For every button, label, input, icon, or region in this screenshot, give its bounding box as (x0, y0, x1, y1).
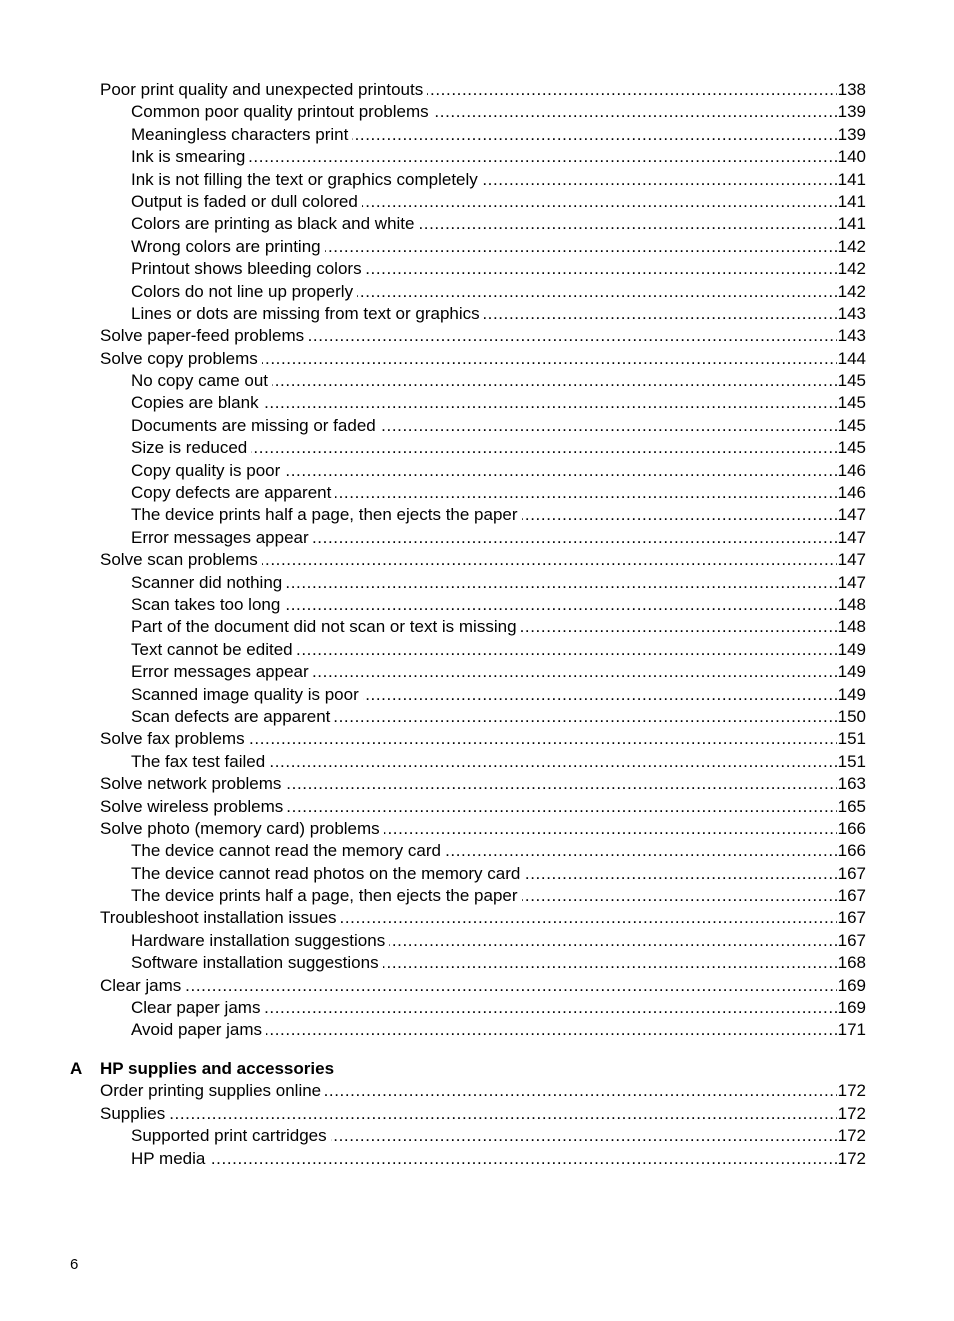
toc-entry-section[interactable] (100, 549, 866, 571)
toc-entry-subsection[interactable] (131, 751, 866, 773)
toc-entry-title: Colors are printing as black and white (131, 213, 418, 235)
toc-entry-page-number: 140 (837, 146, 866, 168)
toc-entry-title: Scanner did nothing (131, 572, 286, 594)
toc-entry-title: The fax test failed (131, 751, 269, 773)
toc-entry-title: Hardware installation suggestions (131, 930, 389, 952)
toc-entry-title: Error messages appear (131, 527, 313, 549)
toc-entry-title: Scan defects are apparent (131, 706, 334, 728)
toc-entry-title: Order printing supplies online (100, 1080, 325, 1102)
toc-entry-subsection[interactable] (131, 482, 866, 504)
toc-entry-page-number: 150 (837, 706, 866, 728)
toc-entry-page-number: 166 (837, 840, 866, 862)
appendix-title: HP supplies and accessories (100, 1059, 335, 1078)
toc-entry-subsection[interactable] (131, 639, 866, 661)
toc-entry-page-number: 165 (837, 796, 866, 818)
toc-entry-page-number: 139 (837, 124, 866, 146)
toc-entry-title: Size is reduced (131, 437, 251, 459)
toc-entry-subsection[interactable] (131, 392, 866, 414)
toc-entry-page-number: 139 (837, 101, 866, 123)
toc-entry-subsection[interactable] (131, 684, 866, 706)
toc-entry-section[interactable] (100, 907, 866, 929)
toc-entry-title: Solve fax problems (100, 728, 249, 750)
toc-entry-page-number: 147 (837, 572, 866, 594)
toc-entry-page-number: 149 (837, 684, 866, 706)
toc-entry-section[interactable] (100, 975, 866, 997)
toc-entry-title: Colors do not line up properly (131, 281, 357, 303)
toc-main-section (0, 79, 954, 1042)
toc-entry-page-number: 143 (837, 325, 866, 347)
toc-entry-subsection[interactable] (131, 437, 866, 459)
page-number: 6 (70, 1256, 79, 1273)
dot-leader (100, 1103, 866, 1125)
toc-entry-title: Troubleshoot installation issues (100, 907, 341, 929)
toc-entry-title: Wrong colors are printing (131, 236, 325, 258)
toc-entry-subsection[interactable] (131, 1125, 866, 1147)
toc-entry-page-number: 163 (837, 773, 866, 795)
toc-entry-title: Solve photo (memory card) problems (100, 818, 384, 840)
toc-entry-title: Solve scan problems (100, 549, 262, 571)
toc-entry-page-number: 147 (837, 549, 866, 571)
toc-entry-section[interactable] (100, 79, 866, 101)
toc-entry-subsection[interactable] (131, 885, 866, 907)
toc-entry-section[interactable] (100, 348, 866, 370)
appendix-entries (0, 1080, 954, 1170)
toc-entry-page-number: 172 (837, 1125, 866, 1147)
toc-entry-title: Output is faded or dull colored (131, 191, 362, 213)
toc-entry-section[interactable] (100, 818, 866, 840)
appendix-heading (0, 1058, 954, 1080)
toc-entry-title: Software installation suggestions (131, 952, 383, 974)
toc-entry-section[interactable] (100, 1080, 866, 1102)
toc-entry-subsection[interactable] (131, 191, 866, 213)
toc-entry-page-number: 149 (837, 639, 866, 661)
toc-entry-page-number: 169 (837, 997, 866, 1019)
toc-entry-subsection[interactable] (131, 281, 866, 303)
toc-entry-title: Avoid paper jams (131, 1019, 266, 1041)
toc-entry-page-number: 143 (837, 303, 866, 325)
toc-entry-page-number: 172 (837, 1148, 866, 1170)
toc-entry-subsection[interactable] (131, 527, 866, 549)
toc-entry-title: Clear paper jams (131, 997, 264, 1019)
toc-entry-page-number: 145 (837, 415, 866, 437)
toc-entry-subsection[interactable] (131, 572, 866, 594)
toc-entry-subsection[interactable] (131, 952, 866, 974)
toc-entry-page-number: 145 (837, 437, 866, 459)
toc-entry-title: The device cannot read the memory card (131, 840, 445, 862)
toc-entry-subsection[interactable] (131, 124, 866, 146)
toc-entry-subsection[interactable] (131, 370, 866, 392)
toc-entry-subsection[interactable] (131, 661, 866, 683)
toc-entry-page-number: 142 (837, 281, 866, 303)
toc-entry-title: HP media (131, 1148, 209, 1170)
toc-entry-page-number: 138 (837, 79, 866, 101)
dot-leader (100, 975, 866, 997)
toc-entry-page-number: 141 (837, 191, 866, 213)
dot-leader (131, 1148, 866, 1170)
toc-entry-page-number: 167 (837, 907, 866, 929)
toc-entry-page-number: 168 (837, 952, 866, 974)
toc-entry-page-number: 147 (837, 527, 866, 549)
toc-entry-page-number: 167 (837, 930, 866, 952)
toc-entry-page-number: 148 (837, 594, 866, 616)
toc-entry-title: Ink is not filling the text or graphics completely (131, 169, 482, 191)
toc-entry-title: Documents are missing or faded (131, 415, 380, 437)
toc-entry-title: Solve paper-feed problems (100, 325, 308, 347)
toc-entry-page-number: 151 (837, 751, 866, 773)
toc-entry-page-number: 145 (837, 392, 866, 414)
toc-entry-page-number: 148 (837, 616, 866, 638)
appendix-letter: A (70, 1059, 83, 1078)
toc-entry-title: The device prints half a page, then ejects the paper (131, 885, 522, 907)
toc-entry-page-number: 166 (837, 818, 866, 840)
toc-entry-title: No copy came out (131, 370, 272, 392)
toc-entry-title: Supplies (100, 1103, 169, 1125)
toc-entry-title: Copy defects are apparent (131, 482, 335, 504)
toc-entry-page-number: 141 (837, 169, 866, 191)
toc-entry-page-number: 142 (837, 258, 866, 280)
toc-entry-page-number: 171 (837, 1019, 866, 1041)
toc-entry-title: Common poor quality printout problems (131, 101, 433, 123)
toc-entry-title: Solve copy problems (100, 348, 262, 370)
toc-entry-title: Solve network problems (100, 773, 285, 795)
toc-entry-subsection[interactable] (131, 997, 866, 1019)
toc-entry-page-number: 145 (837, 370, 866, 392)
toc-entry-subsection[interactable] (131, 504, 866, 526)
toc-entry-title: Copy quality is poor (131, 460, 284, 482)
toc-appendix-section (0, 1058, 954, 1170)
toc-entry-page-number: 167 (837, 863, 866, 885)
toc-entry-subsection[interactable] (131, 169, 866, 191)
toc-entry-subsection[interactable] (131, 594, 866, 616)
toc-entry-subsection[interactable] (131, 213, 866, 235)
toc-entry-section[interactable] (100, 325, 866, 347)
toc-entry-title: Copies are blank (131, 392, 263, 414)
toc-entry-title: Poor print quality and unexpected printouts (100, 79, 427, 101)
toc-entry-page-number: 144 (837, 348, 866, 370)
toc-entry-subsection[interactable] (131, 1148, 866, 1170)
toc-entry-page-number: 149 (837, 661, 866, 683)
toc-entry-page-number: 142 (837, 236, 866, 258)
toc-entry-page-number: 146 (837, 460, 866, 482)
toc-entry-page-number: 146 (837, 482, 866, 504)
toc-entry-subsection[interactable] (131, 303, 866, 325)
toc-entry-subsection[interactable] (131, 146, 866, 168)
toc-entry-page-number: 151 (837, 728, 866, 750)
toc-entry-subsection[interactable] (131, 236, 866, 258)
toc-entry-title: Lines or dots are missing from text or graphics (131, 303, 484, 325)
toc-entry-page-number: 167 (837, 885, 866, 907)
toc-entry-title: Supported print cartridges (131, 1125, 331, 1147)
toc-entry-section[interactable] (100, 796, 866, 818)
toc-entry-title: Meaningless characters print (131, 124, 352, 146)
toc-entry-subsection[interactable] (131, 460, 866, 482)
toc-entry-title: Ink is smearing (131, 146, 249, 168)
toc-entry-title: Scanned image quality is poor (131, 684, 363, 706)
toc-entry-subsection[interactable] (131, 101, 866, 123)
toc-entry-page-number: 172 (837, 1103, 866, 1125)
toc-entry-subsection[interactable] (131, 415, 866, 437)
toc-entry-title: Error messages appear (131, 661, 313, 683)
toc-entry-title: Solve wireless problems (100, 796, 287, 818)
toc-entry-section[interactable] (100, 728, 866, 750)
toc-entry-title: Clear jams (100, 975, 185, 997)
toc-entry-page-number: 147 (837, 504, 866, 526)
toc-entry-title: Text cannot be edited (131, 639, 297, 661)
toc-entry-subsection[interactable] (131, 1019, 866, 1041)
toc-entry-title: Scan takes too long (131, 594, 284, 616)
toc-entry-title: Printout shows bleeding colors (131, 258, 366, 280)
toc-entry-title: Part of the document did not scan or text is missing (131, 616, 521, 638)
toc-entry-subsection[interactable] (131, 706, 866, 728)
toc-entry-title: The device prints half a page, then ejects the paper (131, 504, 522, 526)
toc-entry-subsection[interactable] (131, 930, 866, 952)
toc-entry-subsection[interactable] (131, 863, 866, 885)
toc-entry-page-number: 169 (837, 975, 866, 997)
toc-entry-page-number: 141 (837, 213, 866, 235)
toc-entry-subsection[interactable] (131, 258, 866, 280)
toc-entry-subsection[interactable] (131, 840, 866, 862)
toc-entry-section[interactable] (100, 1103, 866, 1125)
toc-entry-title: The device cannot read photos on the memory card (131, 863, 524, 885)
toc-entry-subsection[interactable] (131, 616, 866, 638)
toc-entry-section[interactable] (100, 773, 866, 795)
toc-entry-page-number: 172 (837, 1080, 866, 1102)
